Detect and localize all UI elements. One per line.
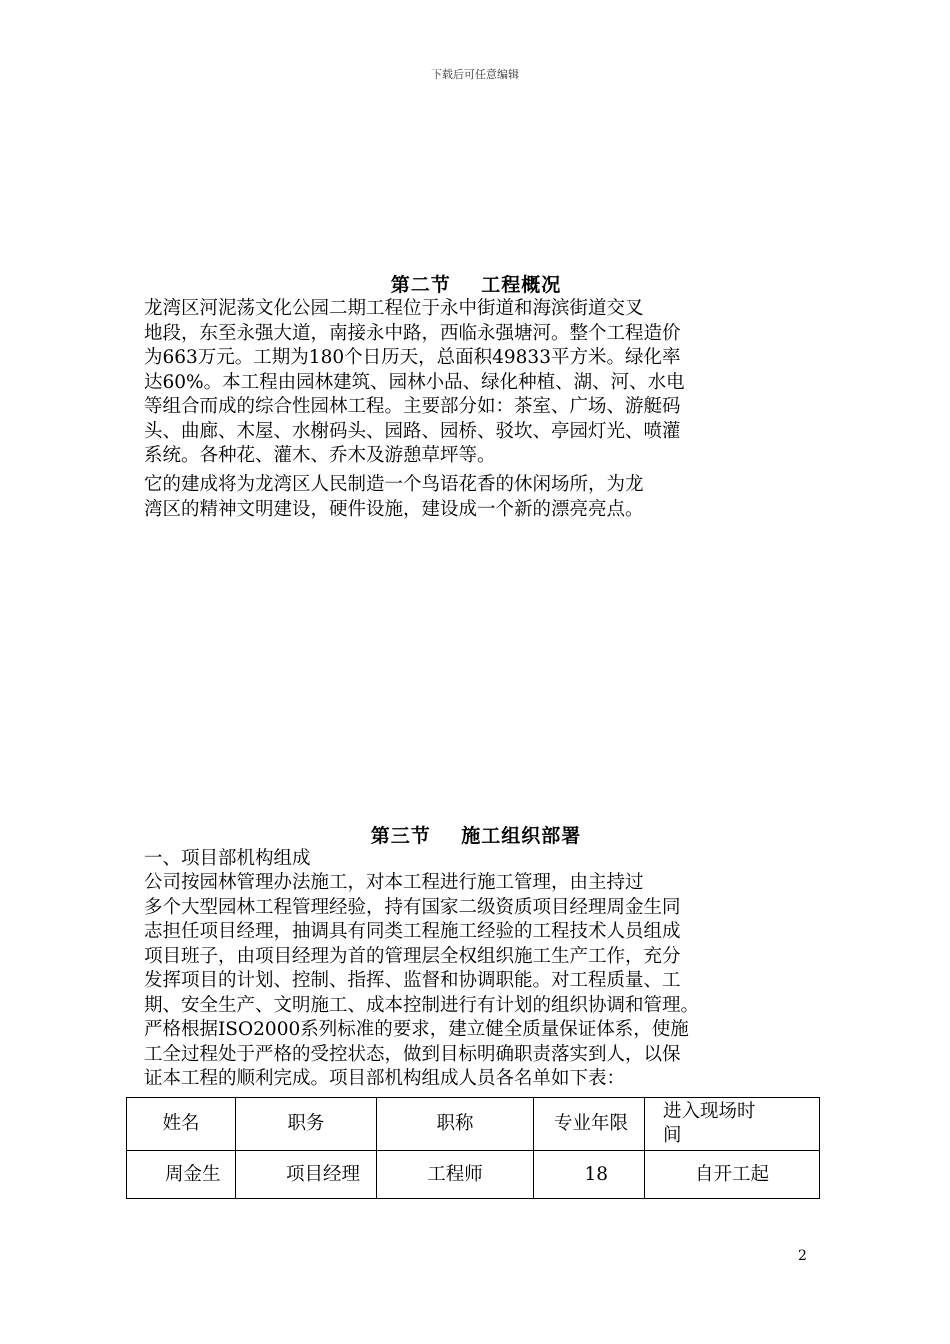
- page-header: 下载后可任意编辑: [431, 68, 519, 81]
- text-line: 龙湾区河泥荡文化公园二期工程位于永中街道和海滨街道交叉: [144, 298, 644, 319]
- text-line: 多个大型园林工程管理经验，持有国家二级资质项目经理周金生同: [144, 896, 681, 918]
- table-header-cell: 职称: [377, 1098, 534, 1151]
- table-cell: 18: [534, 1151, 645, 1199]
- table-cell: [236, 1151, 377, 1199]
- table-cell: 工程师: [377, 1151, 534, 1199]
- text-line: 期、安全生产、文明施工、成本控制进行有计划的组织协调和管理。: [144, 994, 700, 1016]
- text-line: 工全过程处于严格的受控状态，做到目标明确职责落实到人，以保: [144, 1043, 681, 1065]
- section-3-paragraph: [144, 871, 808, 1092]
- table-header-cell: 姓名: [127, 1098, 236, 1151]
- text-line: 项目班子，由项目经理为首的管理层全权组织施工生产工作，充分: [144, 945, 681, 967]
- text-line: 头、曲廊、木屋、水榭码头、园路、园桥、驳坎、亭园灯光、喷灌: [144, 420, 681, 442]
- text-line: 达60%。本工程由园林建筑、园林小品、绿化种植、湖、河、水电: [144, 371, 685, 393]
- text-line: 严格根据ISO2000系列标准的要求，建立健全质量保证体系，使施: [144, 1019, 689, 1040]
- page-number: 2: [798, 1248, 807, 1264]
- table-cell: 自开工起: [645, 1151, 820, 1199]
- text-line: 志担任项目经理，抽调具有同类工程施工经验的工程技术人员组成: [144, 921, 681, 942]
- table-row: [127, 1151, 820, 1199]
- text-line: 为663万元。工期为180个日历天，总面积49833平方米。绿化率: [144, 347, 681, 368]
- text-line: 公司按园林管理办法施工，对本工程进行施工管理，由主持过: [144, 872, 644, 893]
- table-cell-text: 项目经理: [286, 1163, 361, 1185]
- staff-table: [126, 1097, 820, 1199]
- section-3-subheading: 一、项目部机构组成: [144, 848, 311, 869]
- table-header-cell: [645, 1098, 820, 1151]
- text-line: 证本工程的顺利完成。项目部机构组成人员各名单如下表：: [144, 1068, 626, 1089]
- text-line: 等组合而成的综合性园林工程。主要部分如：茶室、广场、游艇码: [144, 396, 681, 417]
- section-3-title: 第三节 施工组织部署: [370, 825, 582, 847]
- table-cell: [127, 1151, 236, 1199]
- table-cell-text: 周金生: [165, 1163, 221, 1185]
- text-line: 地段，东至永强大道，南接永中路，西临永强塘河。整个工程造价: [144, 322, 681, 344]
- table-header-cell: 职务: [236, 1098, 377, 1151]
- table-header-cell: [534, 1098, 645, 1151]
- section-2-paragraph-2: [144, 473, 808, 522]
- text-line: 湾区的精神文明建设，硬件设施，建设成一个新的漂亮亮点。: [144, 498, 644, 520]
- table-header-text: 专业年限: [554, 1113, 629, 1134]
- table-header-text: 进入现场时间: [663, 1101, 756, 1146]
- text-line: 发挥项目的计划、控制、指挥、监督和协调职能。对工程质量、工: [144, 970, 681, 991]
- table-header-row: [127, 1098, 820, 1151]
- section-2-title: 第二节 工程概况: [390, 274, 562, 296]
- text-line: 它的建成将为龙湾区人民制造一个鸟语花香的休闲场所，为龙: [144, 474, 644, 495]
- text-line: 系统。各种花、灌木、乔木及游憩草坪等。: [144, 445, 496, 466]
- section-2-paragraph-1: [144, 297, 808, 469]
